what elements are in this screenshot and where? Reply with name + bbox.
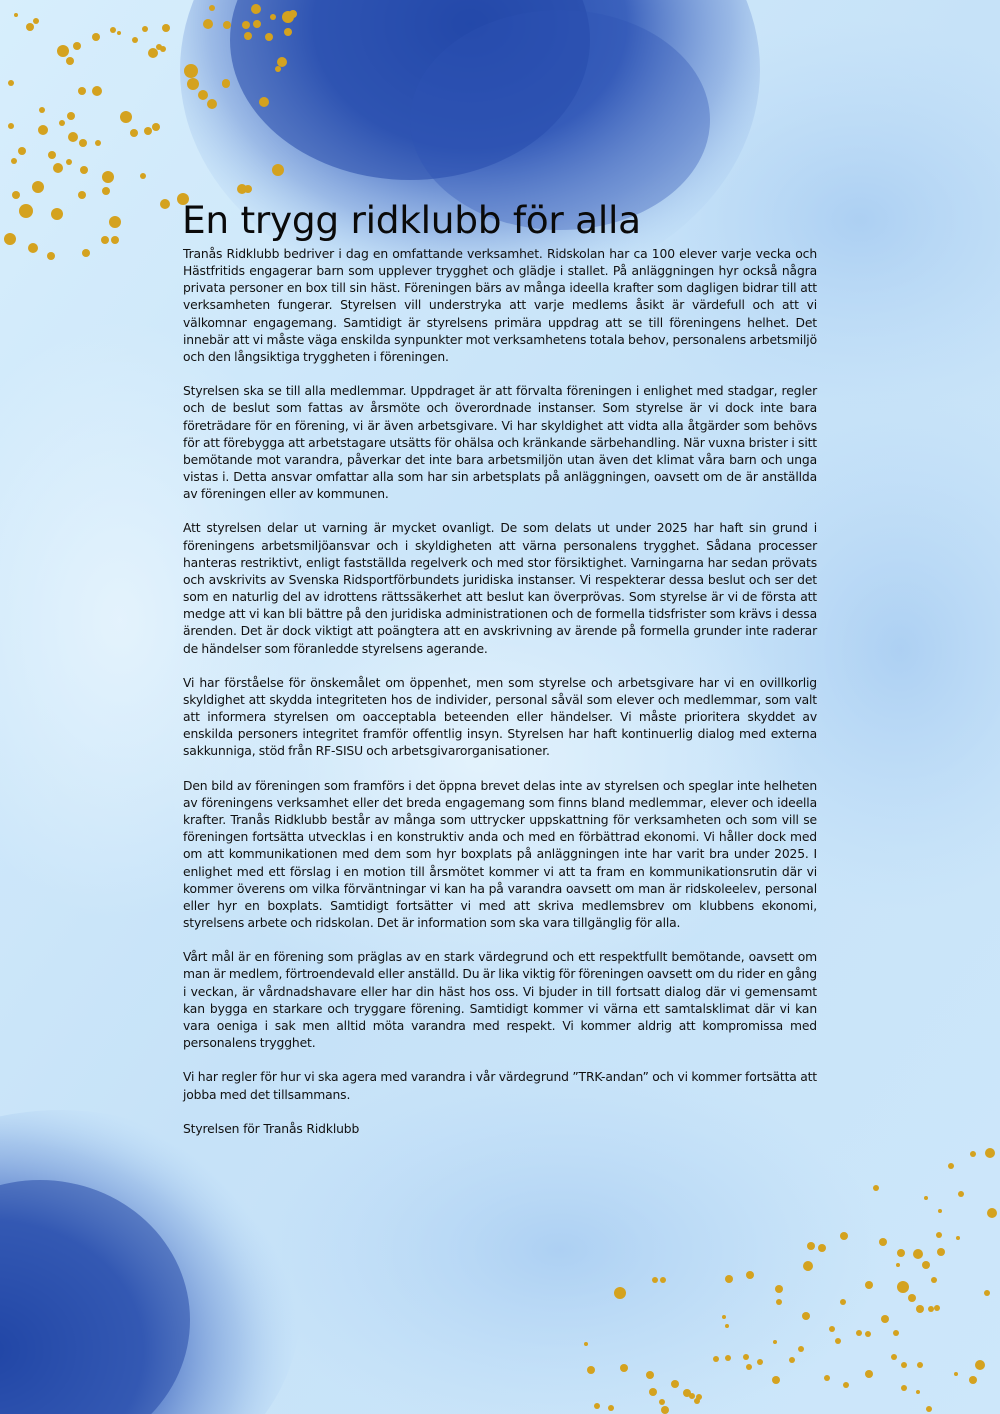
signature: Styrelsen för Tranås Ridklubb [183,1121,360,1136]
letter-content [183,198,817,1138]
page-title: En trygg ridklubb för alla [182,198,641,242]
paragraph-intro: Tranås Ridklubb bedriver i dag en omfattande verksamhet. Ridskolan har ca 100 elever varje vecka och Hästfritids engagerar barn som upplever trygghet och glädje i stallet. På anläggningen hyr också några privata personer en box till sin häst. Föreningen bärs av många ideella krafter som dagligen bidrar till att verksamheten fungerar. Styrelsen vill understryka att varje medlems åsikt är värdefull och att vi välkomnar engagemang. Samtidigt är styrelsens primära uppdrag att se till föreningens helhet. Det innebär att vi måste väga enskilda synpunkter mot verksamhetens totala behov, personalens arbetsmiljö och den långsiktiga tryggheten i föreningen. [183,247,817,364]
paragraph-board-responsibility: Styrelsen ska se till alla medlemmar. Uppdraget är att förvalta föreningen i enlighet med stadgar, regler och de beslut som fattas av årsmöte och överordnade instanser. Som styrelse är vi dock inte bara företrädare för en förening, vi är även arbetsgivare. Vi har skyldighet att vidta alla åtgärder som behövs för att förebygga att arbetstagare utsätts för ohälsa och kränkande särbehandling. När vuxna brister i sitt bemötande mot varandra, påverkar det inte bara arbetsmiljön utan även det klimat våra barn och unga vistas i. Detta ansvar omfattar alla som har sin arbetsplats på anläggningen, oavsett om de är anställda av föreningen eller av kommunen. [183,384,817,502]
paragraph-open-letter-response: Den bild av föreningen som framförs i det öppna brevet delas inte av styrelsen och speglar inte helheten av föreningens verksamhet eller det breda engagemang som finns bland medlemmar, elever och ideella krafter. Tranås Ridklubb består av många som uttrycker uppskattning för verksamheten och som vill se föreningen fortsätta utvecklas i en konstruktiv anda och med en förbättrad ekonomi. Vi håller dock med om att kommunikationen med dem som hyr boxplats på anläggningen inte har varit bra under 2025. I enlighet med ett förslag i en motion till årsmötet kommer vi att ta fram en kommunikationsrutin där vi kommer överens om vilka förväntningar vi kan ha på varandra oavsett om man är ridskoleelev, personal eller hyr en boxplats. Samtidigt fortsätter vi med att skriva medlemsbrev om klubbens ekonomi, styrelsens arbete och ridskolan. Det är information som ska vara tillgänglig för alla. [183,778,817,931]
paragraph-integrity: Vi har förståelse för önskemålet om öppenhet, men som styrelse och arbetsgivare har vi en ovillkorlig skyldighet att skydda integriteten hos de individer, personal såväl som elever och medlemmar, som valt att informera styrelsen om oacceptabla beteenden eller händelser. Vi måste prioritera skyddet av enskilda personers integritet framför offentlig insyn. Styrelsen har haft kontinuerlig dialog med externa sakkunniga, stöd från RF-SISU och arbetsgivarorganisationer. [183,675,817,759]
paragraph-goals: Vårt mål är en förening som präglas av en stark värdegrund och ett respektfullt bemötande, oavsett om man är medlem, förtroendevald eller anställd. Du är lika viktig för föreningen oavsett om du rider en gång i veckan, är vårdnadshavare eller har din häst hos oss. Vi bjuder in till fortsatt dialog där vi gemensamt kan bygga en starkare och tryggare förening. Samtidigt kommer vi värna ett samtalsklimat där vi kan vara oeniga i sak men alltid möta varandra med respekt. Vi kommer aldrig att kompromissa med personalens trygghet. [183,950,817,1051]
watercolor-blob-top [410,10,710,230]
paragraph-warnings: Att styrelsen delar ut varning är mycket ovanligt. De som delats ut under 2025 har haft sin grund i föreningens arbetsmiljöansvar och i skyldigheten att värna personalens trygghet. Sådana processer hanteras restriktivt, enligt fastställda regelverk och med stor försiktighet. Varningarna har sedan prövats och avskrivits av Svenska Ridsportförbundets juridiska instanser. Vi respekterar dessa beslut och ser det som en naturlig del av idrottens rättssäkerhet att beslut kan överprövas. Som styrelse är vi de första att medge att vi kan bli bättre på den juridiska administrationen och de formella tidsfrister som krävs i dessa ärenden. Det är dock viktigt att poängtera att en avskrivning av ärende på formella grunder inte raderar de händelser som föranledde styrelsens agerande. [183,521,817,656]
paragraph-values: Vi har regler för hur vi ska agera med varandra i vår värdegrund ”TRK-andan” och vi kommer fortsätta att jobba med det tillsammans. [183,1070,817,1102]
